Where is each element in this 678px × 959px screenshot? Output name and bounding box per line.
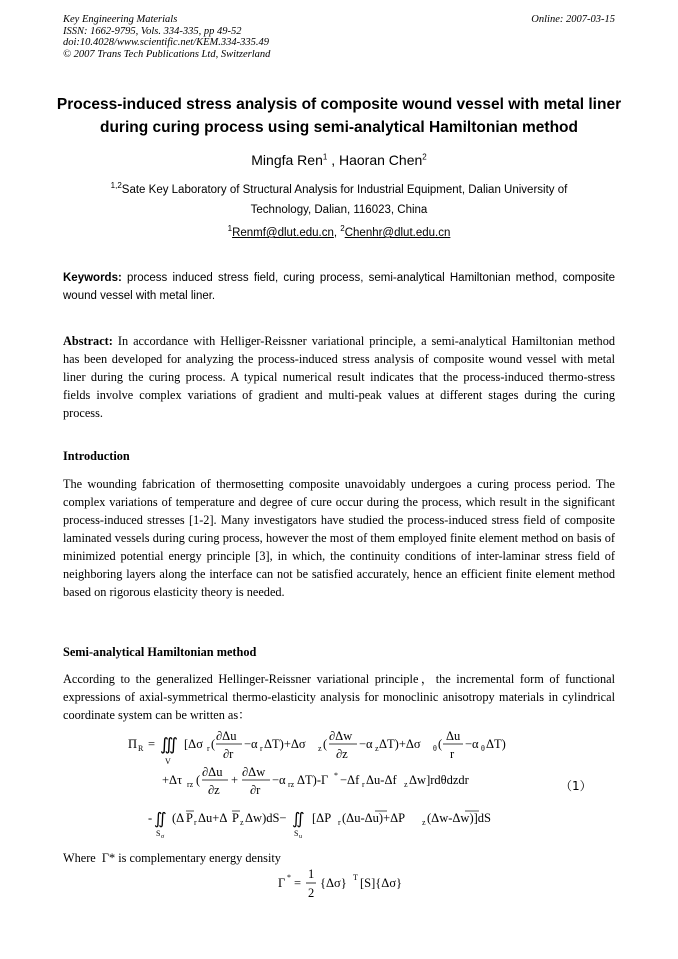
svg-text:P: P — [232, 811, 239, 825]
svg-text:V: V — [165, 757, 171, 766]
svg-text:Δu: Δu — [446, 729, 461, 743]
svg-text:r: r — [207, 744, 210, 753]
abstract-text: In accordance with Helliger-Reissner variational principle, a semi-analytical Hamiltonian method has been developed for analyzing the process-induced stress analysis of composite wound vessel with metal liner during the curing process. A typical numerical result indicates that the process-induced thermo-stress fields involve complex variations of gradient and multi-peak values at different stages during the curing process. — [63, 334, 615, 420]
svg-text:∂z: ∂z — [208, 783, 220, 797]
svg-text:∂r: ∂r — [223, 747, 234, 761]
svg-text:∂Δu: ∂Δu — [216, 729, 237, 743]
abstract-label: Abstract: — [63, 334, 113, 348]
affiliation-sup: 1,2 — [110, 181, 122, 191]
svg-text:T: T — [353, 873, 358, 882]
svg-text:(Δ: (Δ — [172, 811, 185, 825]
where-text-before: Where — [63, 851, 102, 865]
svg-text:{Δσ}: {Δσ} — [320, 876, 347, 890]
svg-text:(: ( — [211, 737, 216, 751]
svg-text:S: S — [294, 829, 299, 838]
author-1-sup: 1 — [322, 152, 328, 162]
email-2-link[interactable]: Chenhr@dlut.edu.cn — [344, 227, 451, 239]
affiliation-text: Sate Key Laboratory of Structural Analysis for Industrial Equipment, Dalian University of Technology, Dalian, 116023, China — [121, 184, 568, 216]
svg-text:ΔT): ΔT) — [486, 737, 506, 751]
svg-text:(: ( — [323, 737, 328, 751]
keywords — [63, 269, 615, 305]
paper-title: Process-induced stress analysis of composite wound vessel with metal liner during curing process using semi-analytical Hamiltonian method — [56, 96, 622, 136]
svg-text:∂r: ∂r — [250, 783, 261, 797]
svg-text:Δu+Δ: Δu+Δ — [198, 811, 228, 825]
svg-text:r: r — [260, 744, 263, 753]
online-date: Online: 2007-03-15 — [531, 14, 615, 25]
svg-text:S: S — [156, 829, 161, 838]
svg-text:Δu-Δf: Δu-Δf — [366, 773, 397, 787]
svg-text:[S]{Δσ}: [S]{Δσ} — [360, 876, 403, 890]
svg-text:z: z — [318, 744, 322, 753]
svg-text:*: * — [287, 873, 291, 882]
svg-text:−α: −α — [465, 737, 479, 751]
svg-text:*: * — [334, 771, 338, 780]
equation-1-number: （1） — [560, 779, 592, 793]
email-comma: , — [333, 227, 341, 239]
svg-text:r: r — [338, 818, 341, 827]
affiliation — [80, 180, 598, 220]
svg-text:z: z — [375, 744, 379, 753]
author-2: Haoran Chen — [338, 152, 423, 168]
svg-text:+Δτ: +Δτ — [162, 773, 183, 787]
svg-text:=: = — [148, 737, 156, 751]
svg-text:z: z — [240, 818, 244, 827]
svg-text:z: z — [422, 818, 426, 827]
svg-text:rz: rz — [288, 780, 295, 789]
svg-text:Δw)dS−: Δw)dS− — [245, 811, 287, 825]
author-1: Mingfa Ren — [251, 152, 323, 168]
email-1-link[interactable]: Renmf@dlut.edu.cn — [232, 227, 334, 239]
svg-text:R: R — [138, 744, 144, 753]
where-text-after: is complementary energy density — [115, 851, 281, 865]
svg-text:rz: rz — [187, 780, 194, 789]
svg-text:u: u — [299, 834, 302, 840]
svg-text:∂Δw: ∂Δw — [329, 729, 353, 743]
author-separator: , — [327, 152, 339, 168]
svg-text:(Δw-Δw)]dS: (Δw-Δw)]dS — [427, 811, 491, 825]
svg-text:−Δf: −Δf — [340, 773, 360, 787]
svg-text:θ: θ — [433, 744, 437, 753]
method-heading: Semi-analytical Hamiltonian method — [63, 645, 257, 659]
introduction-text: The wounding fabrication of thermosetting composite unavoidably undergoes a curing process period. The complex variations of temperature and degree of cure occur during the process, which result in the significant process-induced stresses [1-2]. Many investigators have studied the process-induced stress field of composite laminated vessels during curing process, however the most of them employed finite element method on basis of minimized potential energy principle [3], in which, the continuity conditions of inter-laminar stress field of neighboring layers along the interface can not be satisfied accurately, hence an efficient finite element method based on rigorous elasticity theory is needed. — [63, 477, 615, 599]
copyright-line: © 2007 Trans Tech Publications Ltd, Switzerland — [63, 48, 271, 60]
abstract — [63, 332, 615, 422]
svg-text:r: r — [362, 780, 365, 789]
svg-text:=: = — [294, 876, 302, 890]
journal-name: Key Engineering Materials — [63, 14, 178, 25]
svg-text:ΔT)+Δσ: ΔT)+Δσ — [264, 737, 306, 751]
author-line — [0, 152, 678, 168]
email-line — [0, 224, 678, 239]
svg-text:Γ: Γ — [278, 876, 286, 890]
svg-text:(Δu-Δu)+ΔP: (Δu-Δu)+ΔP — [342, 811, 406, 825]
svg-text:∂Δw: ∂Δw — [242, 765, 266, 779]
svg-text:r: r — [194, 818, 197, 827]
svg-text:∬: ∬ — [292, 811, 305, 828]
svg-text:r: r — [450, 747, 455, 761]
svg-text:−α: −α — [272, 773, 286, 787]
svg-text:∬: ∬ — [154, 811, 167, 828]
svg-text:1: 1 — [308, 867, 315, 881]
svg-text:[ΔP: [ΔP — [312, 811, 332, 825]
doi-line: doi:10.4028/www.scientific.net/KEM.334-335.49 — [63, 37, 269, 48]
svg-text:Δw]rdθdzdr: Δw]rdθdzdr — [409, 773, 469, 787]
svg-text:-: - — [148, 811, 153, 825]
introduction-heading: Introduction — [63, 449, 130, 463]
svg-text:∭: ∭ — [160, 735, 178, 754]
svg-text:ΔT)+Δσ: ΔT)+Δσ — [379, 737, 421, 751]
svg-text:Π: Π — [128, 737, 138, 751]
svg-text:(: ( — [196, 773, 201, 787]
svg-text:(: ( — [438, 737, 443, 751]
svg-text:−α: −α — [244, 737, 258, 751]
author-2-sup: 2 — [422, 152, 427, 162]
svg-text:+: + — [231, 773, 239, 787]
svg-text:σ: σ — [161, 834, 165, 840]
svg-text:P: P — [186, 811, 193, 825]
svg-text:−α: −α — [359, 737, 373, 751]
email-2-sup: 2 — [340, 224, 345, 234]
svg-text:θ: θ — [481, 744, 485, 753]
equation-1 — [120, 722, 530, 844]
keywords-text: process induced stress field, curing process, semi-analytical Hamiltonian method, composite wound vessel with metal liner. — [63, 272, 615, 302]
gamma-star-symbol: Γ* — [101, 851, 116, 865]
svg-text:∂z: ∂z — [336, 747, 348, 761]
svg-text:[Δσ: [Δσ — [184, 737, 203, 751]
equation-1-graphic — [120, 722, 530, 840]
keywords-label: Keywords: — [63, 272, 122, 284]
equation-gamma — [276, 865, 426, 909]
svg-text:2: 2 — [308, 886, 315, 900]
svg-text:∂Δu: ∂Δu — [202, 765, 223, 779]
method-text: According to the generalized Hellinger-Reissner variational principle，the incremental form of functional expressions of axial-symmetrical thermo-elasticity analysis for monoclinic anisotropy materials in cylindrical coordinate system can be written as： — [63, 672, 615, 722]
equation-gamma-graphic — [276, 865, 426, 905]
svg-text:ΔT)-Γ: ΔT)-Γ — [297, 773, 329, 787]
svg-text:z: z — [404, 780, 408, 789]
issn-line: ISSN: 1662-9795, Vols. 334-335, pp 49-52 — [63, 25, 242, 37]
journal-header — [63, 14, 270, 60]
email-1-sup: 1 — [227, 224, 233, 234]
